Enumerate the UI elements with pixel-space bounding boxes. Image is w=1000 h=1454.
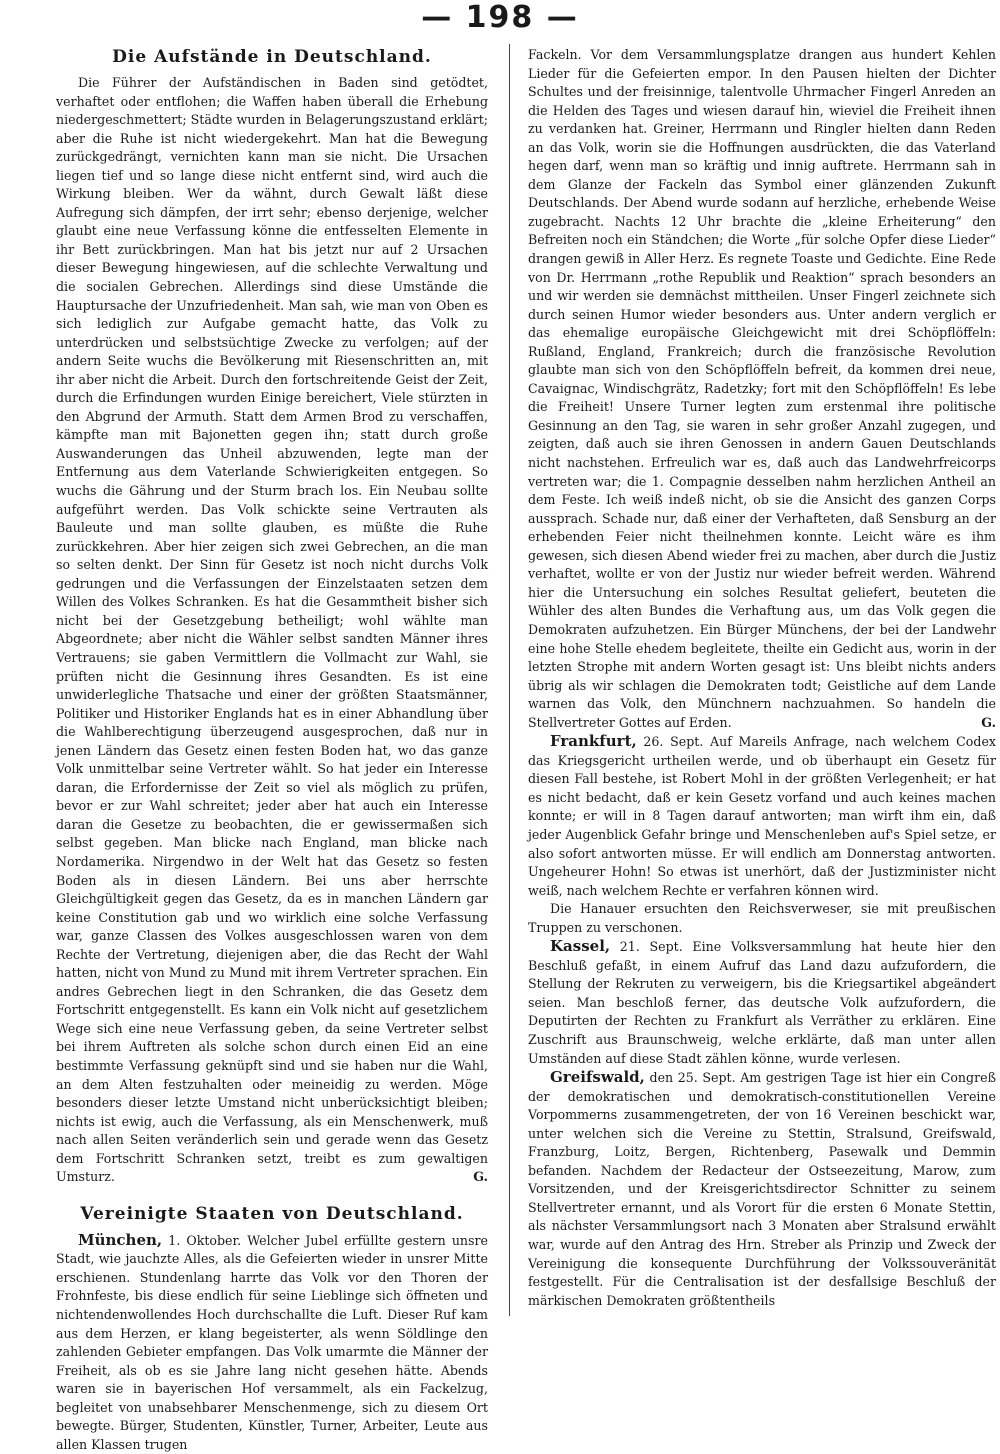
section-separator — [56, 1187, 488, 1203]
author-signature: G. — [473, 1169, 488, 1185]
article-body-uprisings — [56, 74, 488, 1187]
left-column — [56, 46, 488, 1452]
report-text-kassel: Eine Volksversammlung hat heute hier den Beschluß gefaßt, in einem Aufruf das Land dazu aufzufordern, die Stellung der Rekruten zu verweigern, bis die Kriegsartikel abgeändert seien. Man beschloß ferner, das deutsche Volk aufzufordern, die Deputirten der Rechten zu Frankfurt als Verräther zu erklären. Eine Zuschrift aus Braunschweig, welche erklärte, daß man unter allen Umständen auf diese Stadt zählen könne, wurde verlesen. — [528, 939, 996, 1066]
report-munich — [56, 1231, 488, 1454]
report-text-munich-continued: Fackeln. Vor dem Versammlungsplatze drangen aus hundert Kehlen Lieder für die Gefeierten empor. In den Pausen hielten der Dichter Schultes und der freisinnige, talentvolle Uhrmacher Fingerl Anreden an die Helden des Tages und wiesen darauf hin, wieviel die Freiheit ihnen zu verdanken hat. Greiner, Herrmann und Ringler hielten dann Reden an das Volk, worin sie die Hoffnungen ausdrückten, die das Vaterland hegen darf, wenn man so kräftig und innig auftrete. Herrmann sah in dem Glanze der Fackeln das Symbol einer glänzenden Zukunft Deutschlands. Der Abend wurde sodann auf herzliche, erhebende Weise zugebracht. Nachts 12 Uhr brachte die „kleine Erheiterung“ den Befreiten noch ein Ständchen; die Worte „für solche Opfer diese Lieder“ drangen gewiß in Aller Herz. Es regnete Toaste und Gedichte. Eine Rede von Dr. Herrmann „rothe Republik und Reaktion“ sprach besonders an und wir werden sie demnächst mittheilen. Unser Fingerl zeichnete sich durch seinen Humor wieder besonders aus. Unter andern verglich er das ehemalige europäische Gleichgewicht mit drei Schöpflöffeln: Rußland, England, Frankreich; durch die französische Revolution glaubte man sich von den Schöpflöffeln befreit, da kommen drei neue, Cavaignac, Windischgrätz, Radetzky; fort mit den Schöpflöffeln! Es lebe die Freiheit! Unsere Turner legten zum erstenmal ihre politische Gesinnung an den Tag, sie waren in sehr großer Anzahl zugegen, und zeigten, daß auch sie ihren Genossen in andern Gauen Deutschlands nicht nachstehen. Erfreulich war es, daß auch das Landwehrfreicorps vertreten war; die 1. Compagnie desselben nahm herzlichen Antheil an dem Feste. Ich weiß indeß nicht, ob sie die Ansicht des ganzen Corps aussprach. Schade nur, daß einer der Verhafteten, daß Sensburg an der erhebenden Feier nicht theilnehmen konnte. Leicht wäre es ihm gewesen, sich diesen Abend wieder frei zu machen, aber durch die Justiz verhaftet, wollte er von der Justiz nur wieder befreit werden. Während hier die Untersuchung ein solches Resultat geliefert, beuteten die Wühler des alten Bundes die Verhaftung aus, um das Volk gegen die Demokraten aufzuhetzen. Ein Bürger Münchens, der bei der Landwehr eine hohe Stelle ehedem begleitete, theilte ein Gedicht aus, worin in der letzten Strophe mit andern Worten gesagt ist: Uns bleibt nichts anders übrig als wir schlagen die Demokraten todt; Geistliche auf dem Lande warnen das Volk, den Münchnern nachzuahmen. So handeln die Stellvertreter Gottes auf Erden. — [528, 47, 996, 730]
page-number: — 198 — — [421, 0, 579, 35]
date-greifswald: den 25. Sept. — [649, 1070, 736, 1086]
report-text-greifswald: Am gestrigen Tage ist hier ein Congreß der demokratischen und demokratisch-constitutionellen Vereine Vorpommerns zusammengetreten, der von 16 Vereinen beschickt war, unter welchen sich die Vereine zu Stettin, Stralsund, Greifswald, Franzburg, Loitz, Bergen, Richtenberg, Pasewalk und Demmin befanden. Nachdem der Redacteur der Ostseezeitung, Marow, zum Vorsitzenden, und der Kreisgerichtsdirector Schnitter zu seinem Stellvertreter ernannt, und als Vorort für die ersten 6 Monate Stettin, als nächster Versammlungsort nach 3 Monaten aber Stralsund erwählt war, wurde auf den Antrag des Hrn. Streber als Prinzip und Zweck der Vereinigung die konsequente Durchführung der Volkssouveränität festgestellt. Für die Centralisation ist der desfallsige Beschluß der märkischen Demokraten größtentheils — [528, 1070, 996, 1308]
author-signature-munich: G. — [981, 714, 996, 730]
right-column — [528, 46, 996, 1316]
report-kassel — [528, 937, 996, 1068]
dateline-munich: München, — [78, 1230, 163, 1249]
date-kassel: 21. Sept. — [619, 939, 683, 955]
report-text-frankfurt: Auf Mareils Anfrage, nach welchem Codex das Kriegsgericht urtheilen werde, und ob überhaupt ein Gesetz für diesen Fall bestehe, ist Robert Mohl in der größten Verlegenheit; er hat es nicht bedacht, daß er kein Gesetz vorfand und auch keines machen konnte; er will in 8 Tagen darauf antworten; man wirft ihm ein, daß jeder Augenblick Gefahr bringe und Menschenleben auf's Spiel setze, er also sofort antworten müsse. Er will endlich am Donnerstag antworten. Ungeheurer Hohn! So etwas ist unerhört, daß der Justizminister nicht weiß, nach welchem Rechte er verfahren können wird. — [528, 734, 996, 898]
article-text-uprisings: Die Führer der Aufständischen in Baden sind getödtet, verhaftet oder entflohen; die Waffen haben überall die Erhebung niedergeschmettert; Städte wurden in Belagerungszustand erklärt; aber die Ruhe ist nicht wiedergekehrt. Man hat die Bewegung zurückgedrängt, vernichten kann man sie nicht. Die Ursachen liegen tief und so lange diese nicht entfernt sind, wird auch die Wirkung bleiben. Wer da wähnt, durch Gewalt läßt diese Aufregung sich dämpfen, der irrt sehr; ebenso derjenige, welcher glaubt eine neue Verfassung könne die entfesselten Elemente in ihr Bett zurückbringen. Man hat bis jetzt nur auf 2 Ursachen dieser Bewegung hingewiesen, auf die schlechte Verwaltung und die socialen Gebrechen. Allerdings sind diese Umstände die Hauptursache der Unzufriedenheit. Man sah, wie man von Oben es sich lediglich zur Aufgabe gemacht hatte, das Volk zu unterdrücken und selbstsüchtige Zwecke zu verfolgen; auf der andern Seite wuchs die Bevölkerung mit Riesenschritten an, mit ihr aber nicht die Arbeit. Durch den fortschreitende Geist der Zeit, durch die Erfindungen wurden Einige bereichert, Viele stürzten in den Abgrund der Armuth. Statt dem Armen Brod zu verschaffen, kämpfte man mit Bajonetten gegen ihn; statt durch große Auswanderungen das Unheil abzuwenden, legte man der Entfernung aus dem Vaterlande Schwierigkeiten entgegen. So wuchs die Gährung und der Sturm brach los. Ein Neubau sollte aufgeführt werden. Das Volk schickte seine Vertrauten als Bauleute und man sollte glauben, es müßte die Ruhe zurückkehren. Aber hier zeigen sich zwei Gebrechen, an die man so selten denkt. Der Sinn für Gesetz ist noch nicht durchs Volk gedrungen und die Verfassungen der Einzelstaaten setzen dem Willen des Volkes Schranken. Es hat die Gesammtheit bisher sich nicht bei der Gesetzgebung betheiligt; wohl wählte man Abgeordnete; aber nicht die Wähler selbst sandten Männer ihres Vertrauens; sie gaben Vermittlern die Vollmacht zur Wahl, sie prüften nicht die Gesinnung ihres Gesandten. Es ist eine unwiderlegliche Thatsache und einer der größten Staatsmänner, Politiker und Historiker Englands hat es in einer Abhandlung über die Wahlberechtigung überzeugend ausgesprochen, daß nur in jenen Ländern das Gesetz einen festen Boden hat, wo das ganze Volk unmittelbar seine Vertreter wählt. So hat jeder ein Interesse daran, die Erfordernisse der Zeit so viel als möglich zu prüfen, bevor er zur Wahl schreitet; jeder aber hat auch ein Interesse daran die Gesetze zu beobachten, die er gewissermaßen sich selbst gegeben. Man blicke nach England, man blicke nach Nordamerika. Nirgendwo in der Welt hat das Gesetz so festen Boden als in diesen Ländern. Bei uns aber herrschte Gleichgültigkeit gegen das Gesetz, da es in manchen Ländern gar keine Constitution gab und wo wirklich eine solche Verfassung war, ganze Classen des Volkes ausgeschlossen waren von dem Rechte der Vertretung, diejenigen aber, die das Recht der Wahl hatten, nicht von Mund zu Mund mit ihrem Vertreter sprachen. Ein andres Gebrechen liegt in den Schranken, die das Gesetz dem Fortschritt entgegenstellt. Es kann ein Volk nicht auf gesetzlichem Wege sich eine neue Verfassung geben, da seine Vertreter selbst bei ihrem Auftreten als solche schon durch einen Eid an eine bestimmte Verfassung geknüpft sind und sie haben nur die Wahl, an dem Alten festzuhalten oder meineidig zu werden. Möge besonders dieser letzte Umstand nicht unberücksichtigt bleiben; nichts ist ewig, auch die Verfassung, als ein Menschenwerk, muß nach allen Seiten veränderlich sein und gerade wenn das Gesetz dem Fortschritt Schranken setzt, treibt es zum gewaltigen Umsturz. — [56, 75, 488, 1185]
dateline-greifswald: Greifswald, — [550, 1068, 645, 1087]
date-munich: 1. Oktober. — [168, 1232, 242, 1248]
report-text-munich: Welcher Jubel erfüllte gestern unsre Stadt, wie jauchzte Alles, als die Gefeierten wieder in unsrer Mitte erschienen. Stundenlang harrte das Volk vor den Thoren der Frohnfeste, bis diese endlich für seine Lieblinge sich öffneten und nichtendenwollendes Hoch durchschallte die Luft. Dieser Ruf kam aus dem Herzen, er klang begeisterter, als wenn Söldlinge den zahlenden Gebieter empfangen. Das Volk umarmte die Männer der Freiheit, als ob es sie Jahre lang nicht gesehen hätte. Abends waren sie in bayerischen Hof versammelt, als ein Fackelzug, begleitet von unabsehbarer Menschenmenge, sich zu diesem Ort bewegte. Bürger, Studenten, Künstler, Turner, Arbeiter, Leute aus allen Klassen trugen — [56, 1232, 488, 1452]
report-greifswald — [528, 1068, 996, 1310]
section-title-united-states: Vereinigte Staaten von Deutschland. — [80, 1203, 464, 1224]
report-munich-continued — [528, 46, 996, 732]
report-frankfurt — [528, 732, 996, 900]
dateline-frankfurt: Frankfurt, — [550, 732, 637, 751]
date-frankfurt: 26. Sept. — [643, 734, 704, 750]
article-title-uprisings: Die Aufstände in Deutschland. — [112, 47, 432, 67]
note-hanau: Die Hanauer ersuchten den Reichsverweser, sie mit preußischen Truppen zu verschonen. — [528, 901, 996, 935]
column-divider — [509, 44, 510, 1316]
dateline-kassel: Kassel, — [550, 937, 611, 956]
